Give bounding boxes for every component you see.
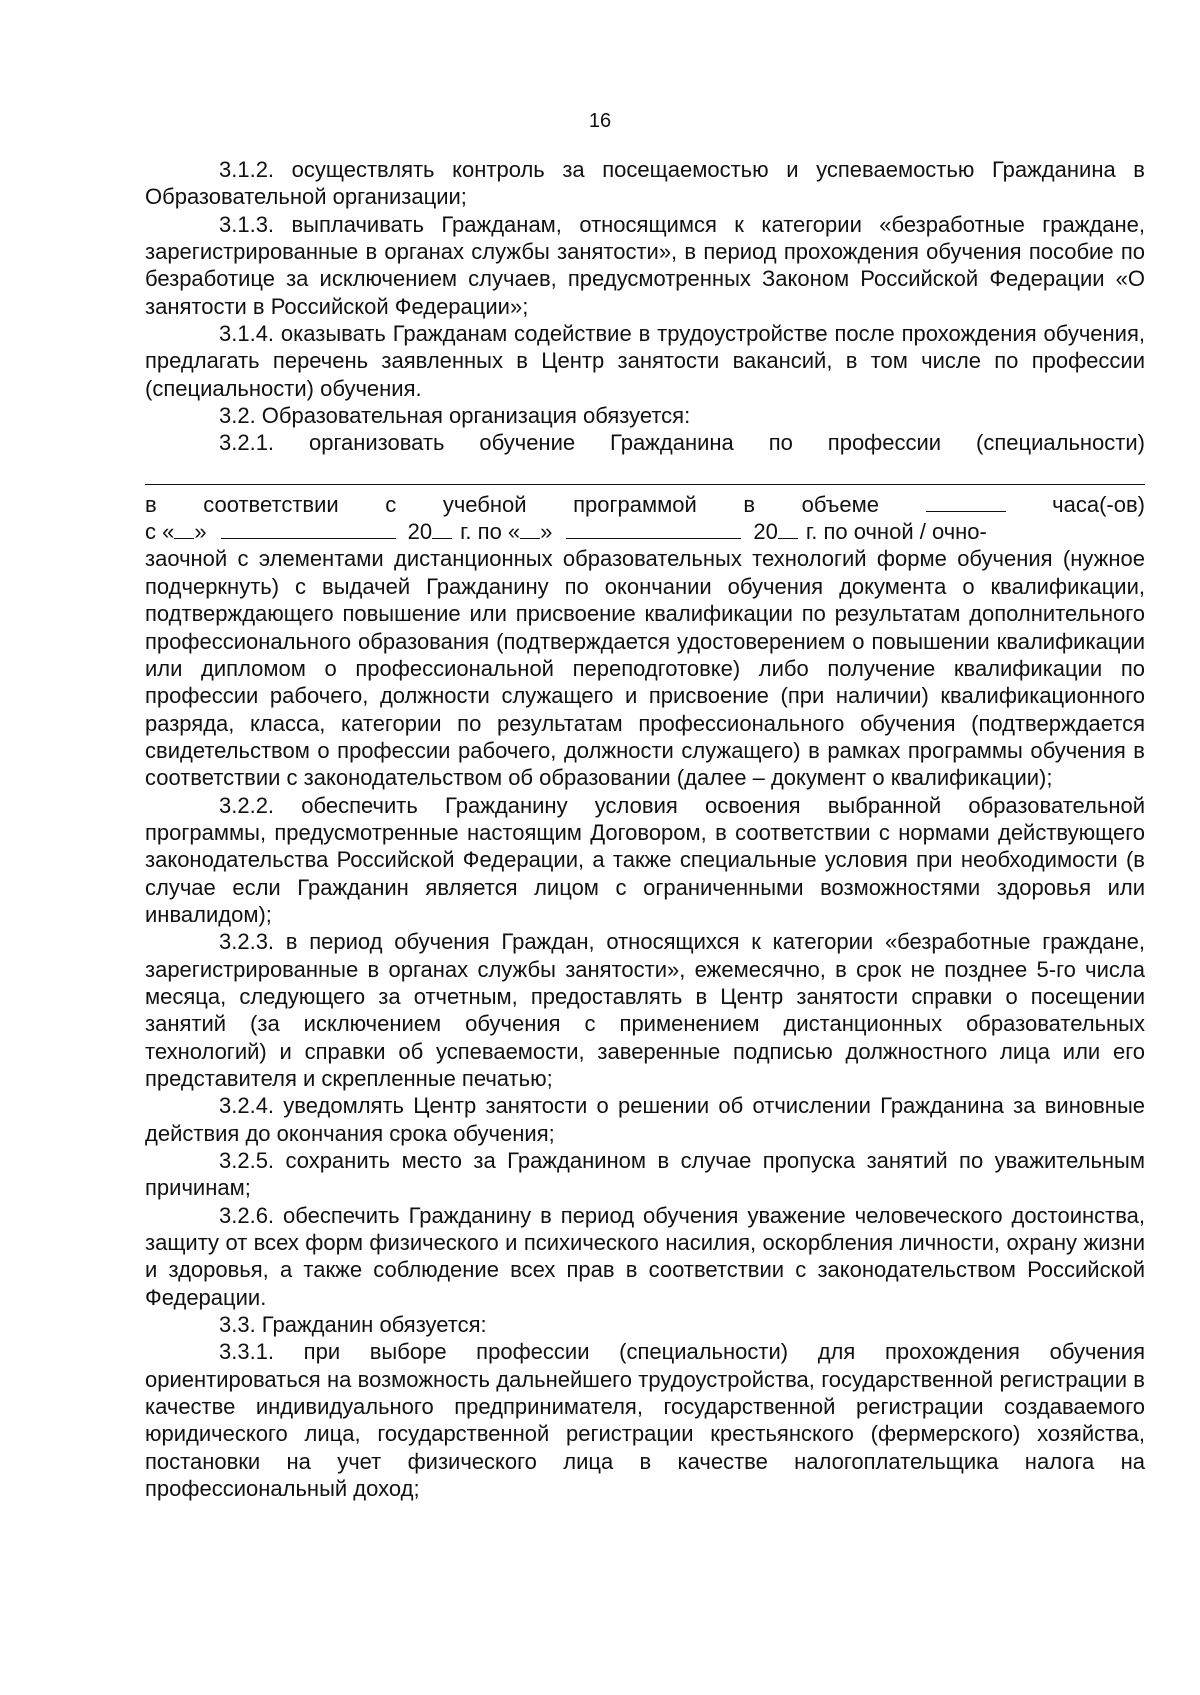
- paragraph-3-2: 3.2. Образовательная организация обязуется:: [219, 403, 691, 429]
- date-from-day-blank: [174, 518, 194, 539]
- date-from-close: »: [194, 519, 207, 545]
- hours-word-6: в: [743, 491, 756, 517]
- paragraph-3-3-1: 3.3.1. при выборе профессии (специальности) для прохождения обучения ориентироваться на возможность дальнейшего трудоустройства, государственной регистрации в качестве индивидуального предпринимателя, государственной регистрации создаваемого юридического лица, государственной регистрации крестьянского (фермерского) хозяйства, постановки на учет физического лица в качестве налогоплательщика налога на профессиональный доход;: [145, 1339, 1145, 1502]
- specialty-blank-line: [145, 457, 1145, 485]
- dates-row: [145, 518, 1145, 545]
- paragraph-3-1-4: 3.1.4. оказывать Гражданам содействие в трудоустройстве после прохождения обучения, предлагать перечень заявленных в Центр занятости вакансий, в том числе по профессии (специальности) обучения.: [145, 321, 1145, 401]
- document-body: [145, 156, 1145, 1503]
- hours-word-8: часа(-ов): [1052, 491, 1145, 517]
- paragraph-3-1-2: 3.1.2. осуществлять контроль за посещаемостью и успеваемостью Гражданина в Образовательной организации;: [145, 157, 1145, 210]
- hours-word-5: программой: [573, 491, 697, 517]
- date-from-year-blank: [432, 518, 452, 539]
- paragraph-3-2-1-continued: заочной с элементами дистанционных образовательных технологий форме обучения (нужное подчеркнуть) с выдачей Гражданину по окончании обучения документа о квалификации, подтверждающего повышение или присвоение квалификации по результатам дополнительного профессионального образования (подтверждается удостоверением о повышении квалификации или дипломом о профессиональной переподготовке) либо получение квалификации по профессии рабочего, должности служащего и присвоение (при наличии) квалификационного разряда, класса, категории по результатам профессионального обучения (подтверждается свидетельством о профессии рабочего, должности служащего) в рамках программы обучения в соответствии с законодательством об образовании (далее – документ о квалификации);: [145, 546, 1145, 791]
- date-to-open: г. по «: [460, 519, 521, 545]
- paragraph-3-2-2: 3.2.2. обеспечить Гражданину условия освоения выбранной образовательной программы, предусмотренные настоящим Договором, в соответствии с нормами действующего законодательства Российской Федерации, а также специальные условия при необходимости (в случае если Гражданин является лицом с ограниченными возможностями здоровья или инвалидом);: [145, 792, 1145, 927]
- date-from-year: 20: [407, 519, 433, 545]
- paragraph-3-2-4: 3.2.4. уведомлять Центр занятости о решении об отчислении Гражданина за виновные действия до окончания срока обучения;: [145, 1093, 1145, 1146]
- hours-word-2: соответствии: [203, 491, 339, 517]
- hours-word-4: учебной: [442, 491, 527, 517]
- form-of-study-start: г. по очной / очно-: [805, 519, 987, 545]
- paragraph-3-2-3: 3.2.3. в период обучения Граждан, относящихся к категории «безработные граждане, зарегистрированные в органах службы занятости», ежемесячно, в срок не позднее 5-го числа месяца, следующего за отчетным, предоставлять в Центр занятости справки о посещении занятий (за исключением обучения с применением дистанционных образовательных технологий) и справки об успеваемости, заверенные подписью должностного лица или его представителя и скрепленные печатью;: [145, 929, 1145, 1091]
- hours-row: [145, 491, 1145, 518]
- date-to-day-blank: [520, 518, 540, 539]
- paragraph-3-2-6: 3.2.6. обеспечить Гражданину в период обучения уважение человеческого достоинства, защиту от всех форм физического и психического насилия, оскорбления личности, охрану жизни и здоровья, а также соблюдение всех прав в соответствии с законодательством Российской Федерации.: [145, 1202, 1145, 1310]
- date-from-month-blank: [221, 518, 396, 539]
- date-from-open: с «: [145, 519, 175, 545]
- date-to-year: 20: [753, 519, 778, 545]
- hours-word-1: в: [145, 491, 157, 517]
- hours-word-7: объеме: [801, 491, 880, 517]
- paragraph-3-2-1: 3.2.1. организовать обучение Гражданина по профессии (специальности): [219, 430, 1145, 456]
- hours-word-3: с: [385, 491, 397, 517]
- paragraph-3-3: 3.3. Гражданин обязуется:: [219, 1312, 487, 1338]
- paragraph-3-2-5: 3.2.5. сохранить место за Гражданином в случае пропуска занятий по уважительным причинам;: [145, 1148, 1145, 1201]
- date-to-month-blank: [566, 518, 741, 539]
- hours-blank: [926, 491, 1006, 512]
- date-to-close: »: [540, 519, 553, 545]
- page-number: 16: [588, 110, 612, 132]
- date-to-year-blank: [778, 518, 798, 539]
- paragraph-3-1-3: 3.1.3. выплачивать Гражданам, относящимся к категории «безработные граждане, зарегистрированные в органах службы занятости», в период прохождения обучения пособие по безработице за исключением случаев, предусмотренных Законом Российской Федерации «О занятости в Российской Федерации»;: [145, 211, 1145, 319]
